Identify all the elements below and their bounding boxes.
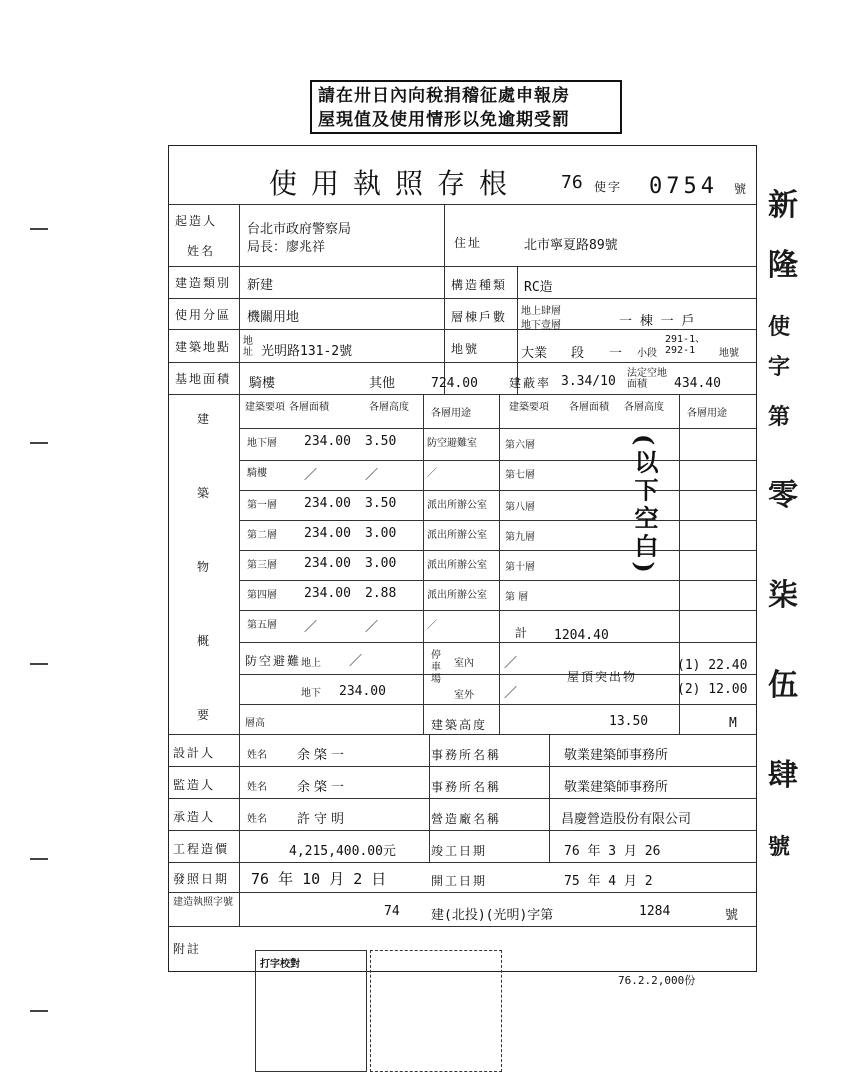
lot-number: 291-1、292-1 [665,334,706,356]
designer-office: 敬業建築師事務所 [564,748,669,763]
floor-use: 防空避難室 [427,438,477,449]
permit-ref-label: 建造執照字號 [173,897,233,908]
height-unit: M [729,716,737,731]
builder-name-label: 姓名 [187,244,216,258]
col-area-right: 各層面積 [569,402,609,413]
lot-segment: 段 [571,346,585,361]
col-height-right: 各層高度 [624,402,664,413]
permit-ref-year: 74 [384,904,400,919]
notice-line-2: 屋現值及使用情形以免逾期受罰 [318,110,570,130]
col-height: 各層高度 [369,402,409,413]
floor-use: 派出所辦公室 [427,560,487,571]
site-label: 建築地點 [175,340,232,354]
category-value: 新建 [247,278,274,293]
floor-name: 騎樓 [247,468,267,479]
roof-label: 屋頂突出物 [567,670,638,684]
structure-label: 構造種類 [451,278,508,292]
side-char: 第 [768,404,791,430]
floor-name: 第二層 [247,530,277,541]
roof-1: (1) 22.40 [677,658,748,673]
issue-label: 發照日期 [173,872,230,886]
mezz-label: 層高 [245,718,265,729]
designer-label: 設計人 [173,746,216,760]
floor-area: 234.00 [304,434,351,449]
permit-year: 76 [561,172,583,193]
margin-mark [30,1010,48,1012]
shelter-above: ／ [349,654,363,669]
column-char: 築 [197,486,212,500]
parking-indoor: 室內 [454,658,474,669]
zone-label: 使用分區 [175,308,232,322]
floors-up: 地上肆層 [521,306,561,317]
floor-height: 2.88 [365,586,397,601]
permit-ref-no: 1284 [639,904,671,919]
height-label: 建築高度 [431,718,488,732]
roof-2: (2) 12.00 [677,682,748,697]
margin-mark [30,228,48,230]
total-value: 1204.40 [554,628,609,643]
supervisor-office-label: 事務所名稱 [431,780,502,794]
column-char: 要 [197,708,212,722]
floor-name: 第三層 [247,560,277,571]
contractor-label: 承造人 [173,810,216,824]
legal-area: 434.40 [674,376,721,391]
shelter-below: 234.00 [339,684,386,699]
floor-name: 第四層 [247,590,277,601]
floor-right: 第九層 [505,532,535,543]
issue-date: 76 年 10 月 2 日 [251,870,387,888]
floor-use: ／ [427,468,437,479]
legal-label: 法定空地面積 [627,368,667,390]
start-label: 開工日期 [431,874,488,888]
contractor-name: 許守明 [297,812,349,827]
lot-section: 大業 [521,346,548,361]
floor-area: 234.00 [304,496,351,511]
floor-use: ／ [427,620,437,631]
col-area: 各層面積 [289,402,329,413]
side-char: 伍 [768,668,798,703]
floors-down: 地下壹層 [521,320,561,331]
column-char: 概 [197,634,212,648]
supervisor-label: 監造人 [173,778,216,792]
arcade-label: 騎樓 [249,376,276,391]
floor-height: 3.00 [365,556,397,571]
site-prefix: 地址 [243,336,253,358]
margin-mark [30,858,48,860]
permit-form [168,145,757,972]
shelter-above-label: 地上 [301,658,321,669]
footer-print-count: 76.2.2,000份 [618,974,696,987]
blank-note: (以下空白) [630,434,659,577]
cost-value: 4,215,400.00元 [289,844,396,859]
side-char: 字 [768,354,791,380]
lot-num: 一 [609,346,623,361]
total-label: 計 [515,626,530,640]
floor-name: 第五層 [247,620,277,631]
builder-label: 起造人 [175,214,218,228]
lot-label: 地號 [451,342,480,356]
other-area: 724.00 [431,376,478,391]
shelter-below-label: 地下 [301,688,321,699]
builder-chief: 局長：廖兆祥 [247,240,326,255]
floor-use: 派出所辦公室 [427,500,487,511]
permit-number: 0754 [649,174,718,199]
parking-outdoor: 室外 [454,690,474,701]
height-value: 13.50 [609,714,649,729]
floor-area: ／ [304,468,318,483]
column-char: 建 [197,412,212,426]
contractor-name-label: 姓名 [247,814,267,825]
category-label: 建造類別 [175,276,232,290]
floor-right: 第八層 [505,502,535,513]
floor-use: 派出所辦公室 [427,590,487,601]
side-char: 使 [768,314,791,340]
floor-name: 地下層 [247,438,277,449]
permit-word: 使字 [594,180,623,194]
other-label: 其他 [369,376,396,391]
floor-area: 234.00 [304,526,351,541]
floor-area: 234.00 [304,586,351,601]
permit-suffix: 號 [734,182,749,196]
start-date: 75 年 4 月 2 [564,874,653,889]
done-date: 76 年 3 月 26 [564,844,661,859]
print-check-label: 打字校對 [260,959,300,970]
side-char: 號 [768,834,791,860]
lot-suffix: 地號 [719,348,739,359]
seal-stamps [370,950,502,1072]
supervisor-office: 敬業建築師事務所 [564,780,669,795]
column-char: 物 [197,560,212,574]
floor-right: 第 層 [505,592,529,603]
side-char: 零 [768,478,798,513]
floor-height: 3.50 [365,434,397,449]
site-value: 光明路131-2號 [261,344,353,359]
side-char: 肆 [768,758,798,793]
designer-office-label: 事務所名稱 [431,748,502,762]
floor-name: 第一層 [247,500,277,511]
floor-area: ／ [304,620,318,635]
remark-label: 附註 [173,942,202,956]
zone-value: 機關用地 [247,310,300,325]
cover-label: 建蔽率 [509,376,552,390]
designer-name-label: 姓名 [247,750,267,761]
address-value: 北市寧夏路89號 [524,238,618,253]
permit-ref-suffix: 號 [725,908,739,923]
lot-subsection: 小段 [637,348,657,359]
margin-mark [30,442,48,444]
side-char: 柒 [768,578,798,613]
margin-mark [30,663,48,665]
contractor-office: 昌慶營造股份有限公司 [561,812,692,827]
designer-name: 余棨一 [297,748,349,763]
col-use: 各層用途 [431,408,471,419]
contractor-office-label: 營造廠名稱 [431,812,502,826]
col-item-right: 建築要項 [509,402,549,413]
units-value: 一 棟 一 戶 [619,314,695,329]
permit-ref-text: 建(北投)(光明)字第 [431,908,554,923]
floor-right: 第六層 [505,440,535,451]
cost-label: 工程造價 [173,842,230,856]
form-title: 使用執照存根 [269,167,522,200]
print-check-box [255,950,367,1072]
floor-right: 第十層 [505,562,535,573]
floor-height: 3.50 [365,496,397,511]
shelter-label: 防空避難 [245,654,302,668]
side-char: 隆 [768,248,798,283]
supervisor-name: 余棨一 [297,780,349,795]
side-char: 新 [768,188,798,223]
done-label: 竣工日期 [431,844,488,858]
structure-value: RC造 [524,280,553,295]
address-label: 住址 [454,236,483,250]
parking-label: 停車場 [431,650,441,685]
parking-indoor-val: ／ [504,656,518,671]
floors-label: 層棟戶數 [451,310,508,324]
parking-outdoor-val: ／ [504,686,518,701]
floor-height: ／ [365,620,379,635]
floor-height: ／ [365,468,379,483]
floor-area: 234.00 [304,556,351,571]
notice-line-1: 請在卅日內向稅捐稽征處申報房 [318,86,570,106]
notice-box [310,80,622,134]
floor-height: 3.00 [365,526,397,541]
col-item: 建築要項 [245,402,285,413]
floor-right: 第七層 [505,470,535,481]
supervisor-name-label: 姓名 [247,782,267,793]
builder-name: 台北市政府警察局 [247,222,352,237]
area-label: 基地面積 [175,372,232,386]
floor-use: 派出所辦公室 [427,530,487,541]
col-use-right: 各層用途 [687,408,727,419]
cover-ratio: 3.34/10 [561,374,616,389]
